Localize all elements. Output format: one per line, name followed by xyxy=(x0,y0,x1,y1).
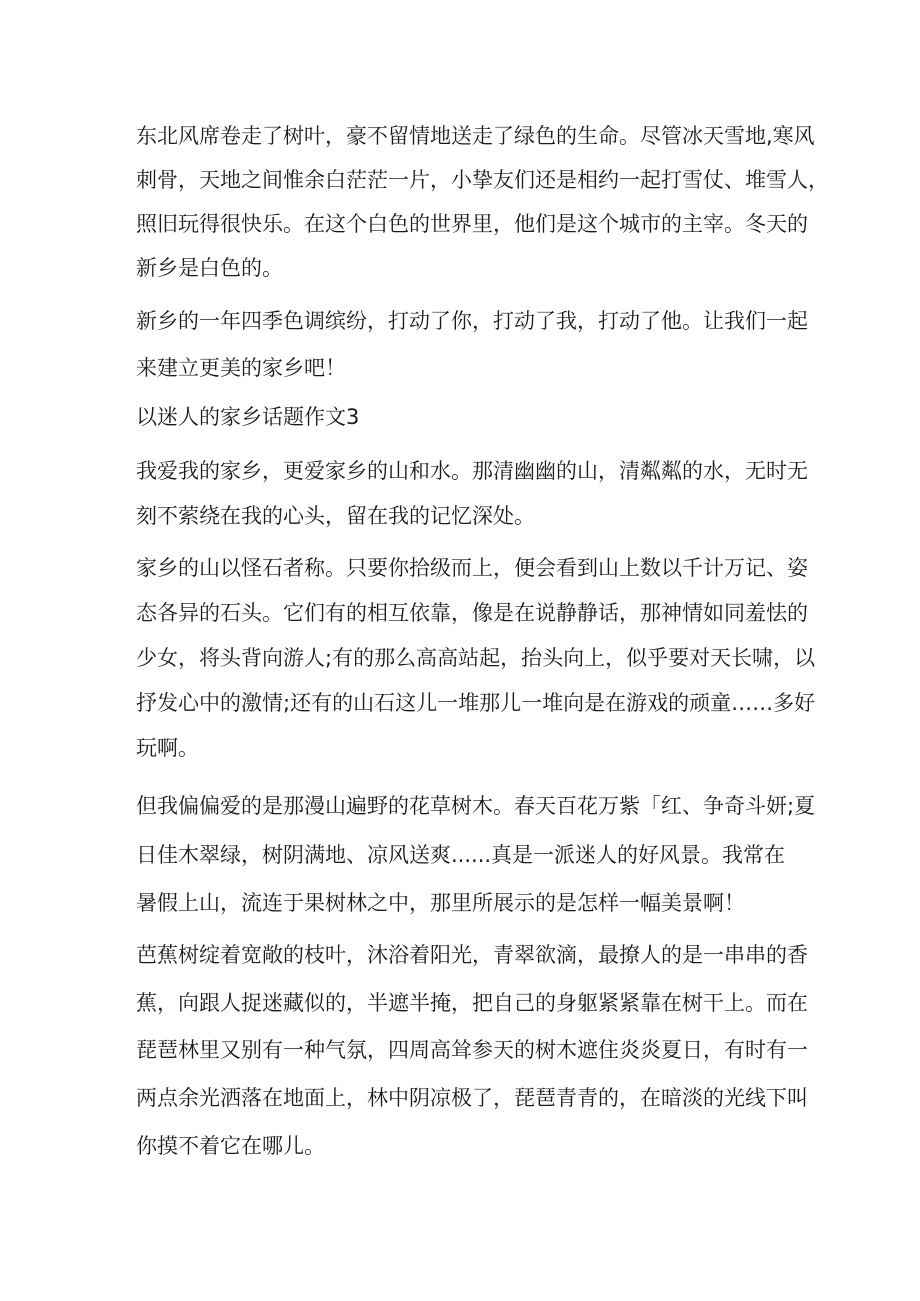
text-line: 你摸不着它在哪儿。 xyxy=(136,1134,325,1158)
text-line: 照旧玩得很快乐。在这个白色的世界里，他们是这个城市的主宰。冬天的 xyxy=(136,212,808,236)
text-line: 琵琶林里又别有一种气氛，四周高耸参天的树木遮住炎炎夏日，有时有一 xyxy=(136,1038,808,1062)
text-line: 少女，将头背向游人;有的那么高高站起，抬头向上，似乎要对天长啸，以 xyxy=(136,646,816,670)
text-line: 刻不萦绕在我的心头，留在我的记忆深处。 xyxy=(136,504,535,528)
text-line: 新乡的一年四季色调缤纷，打动了你，打动了我，打动了他。让我们一起 xyxy=(136,309,808,333)
text-line: 玩啊。 xyxy=(136,736,199,760)
text-line: 家乡的山以怪石者称。只要你拾级而上，便会看到山上数以千计万记、姿 xyxy=(136,556,808,580)
text-line: 抒发心中的激情;还有的山石这儿一堆那儿一堆向是在游戏的顽童……多好 xyxy=(136,691,816,715)
text-line: 我爱我的家乡，更爱家乡的山和水。那清幽幽的山，清粼粼的水，无时无 xyxy=(136,459,808,483)
text-line: 暑假上山，流连于果树林之中，那里所展示的是怎样一幅美景啊！ xyxy=(136,891,745,915)
text-line: 日佳木翠绿，树阴满地、凉风送爽......真是一派迷人的好风景。我常在 xyxy=(136,843,786,867)
text-line: 东北风席卷走了树叶，豪不留情地送走了绿色的生命。尽管冰天雪地,寒风 xyxy=(136,124,815,148)
text-line: 态各异的石头。它们有的相互依靠，像是在说静静话，那神情如同羞怯的 xyxy=(136,601,808,625)
text-line: 两点余光洒落在地面上，林中阴凉极了，琵琶青青的，在暗淡的光线下叫 xyxy=(136,1086,808,1110)
text-line: 新乡是白色的。 xyxy=(136,256,283,280)
text-line: 芭蕉树绽着宽敞的枝叶，沐浴着阳光，青翠欲滴，最撩人的是一串串的香 xyxy=(136,943,808,967)
text-line: 蕉，向跟人捉迷藏似的，半遮半掩，把自己的身躯紧紧靠在树干上。而在 xyxy=(136,991,808,1015)
text-line: 刺骨，天地之间惟余白茫茫一片，小挚友们还是相约一起打雪仗、堆雪人， xyxy=(136,168,829,192)
text-line: 来建立更美的家乡吧！ xyxy=(136,356,346,380)
section-heading: 以迷人的家乡话题作文3 xyxy=(136,405,360,429)
text-line: 但我偏偏爱的是那漫山遍野的花草树木。春天百花万紫「红、争奇斗妍;夏 xyxy=(136,794,816,818)
